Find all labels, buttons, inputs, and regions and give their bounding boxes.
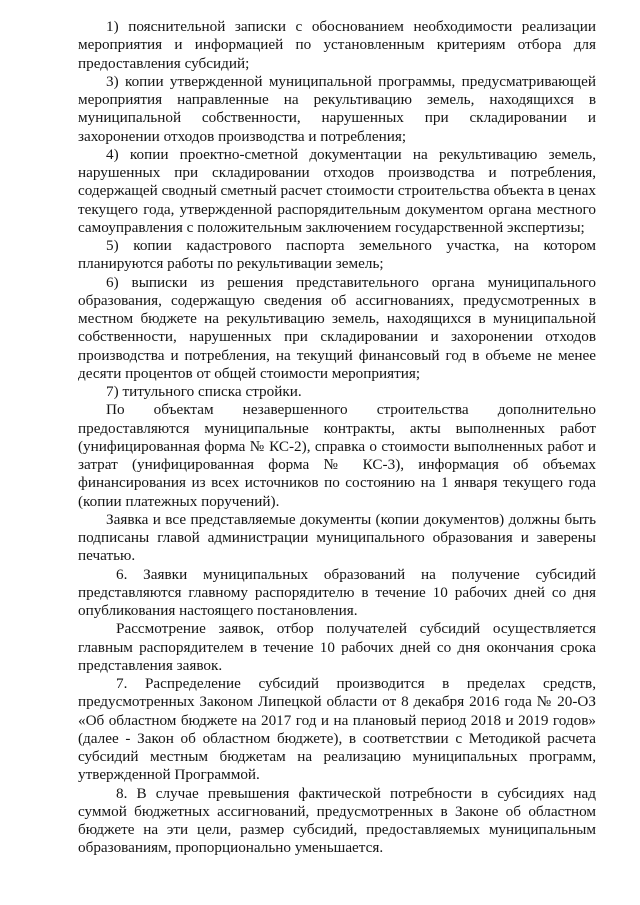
paragraph-review-of-applications: Рассмотрение заявок, отбор получателей субсидий осуществляется главным распорядителем в течение 10 рабочих дней со дня окончания срока представления заявок.	[78, 620, 596, 674]
paragraph-item-1: 1) пояснительной записки с обоснованием необходимости реализации мероприятия и информацией по установленным критериям отбора для предоставления субсидий;	[78, 18, 596, 72]
paragraph-unfinished-objects: По объектам незавершенного строительства дополнительно предоставляются муниципальные контракты, акты выполненных работ (унифицированная форма № КС-2), справка о стоимости выполненных работ и затрат (унифицированная форма № КС-3), информация об объемах финансирования из всех источников по состоянию на 1 января текущего года (копии платежных поручений).	[78, 401, 596, 510]
paragraph-clause-8: 8. В случае превышения фактической потребности в субсидиях над суммой бюджетных ассигнований, предусмотренных в Законе об областном бюджете на эти цели, размер субсидий, предоставляемых муниципальным образованиям, пропорционально уменьшается.	[78, 784, 596, 857]
paragraph-item-3: 3) копии утвержденной муниципальной программы, предусматривающей мероприятия направленные на рекультивацию земель, находящихся в муниципальной собственности, нарушенных при складировании и захоронении отходов производства и потребления;	[78, 72, 596, 145]
paragraph-clause-7: 7. Распределение субсидий производится в пределах средств, предусмотренных Законом Липецкой области от 8 декабря 2016 года № 20-ОЗ «Об областном бюджете на 2017 год и на плановый период 2018 и 2019 годов» (далее - Закон об областном бюджете), в соответствии с Методикой расчета субсидий местным бюджетам на реализацию муниципальных программ, утвержденной Программой.	[78, 675, 596, 784]
paragraph-clause-6: 6. Заявки муниципальных образований на получение субсидий представляются главному распорядителю в течение 10 рабочих дней со дня опубликования настоящего постановления.	[78, 565, 596, 619]
paragraph-item-7: 7) титульного списка стройки.	[106, 383, 302, 400]
paragraph-item-4: 4) копии проектно-сметной документации на рекультивацию земель, нарушенных при складировании отходов производства и потребления, содержащей сводный сметный расчет стоимости строительства объекта в ценах текущего года, утвержденной распорядительным документом органа местного самоуправления с положительным заключением государственной экспертизы;	[78, 145, 596, 236]
paragraph-signature-requirement: Заявка и все представляемые документы (копии документов) должны быть подписаны главой администрации муниципального образования и заверены печатью.	[78, 510, 596, 565]
paragraph-item-5: 5) копии кадастрового паспорта земельного участка, на котором планируются работы по рекультивации земель;	[78, 237, 596, 273]
document-page	[78, 18, 596, 858]
paragraph-item-6: 6) выписки из решения представительного органа муниципального образования, содержащую сведения об ассигнованиях, предусмотренных в местном бюджете на рекультивацию земель, находящихся в муниципальной собственности, нарушенных при складировании и захоронении отходов производства и потребления, на текущий финансовый год в объеме не менее десяти процентов от общей стоимости мероприятия;	[78, 273, 596, 382]
